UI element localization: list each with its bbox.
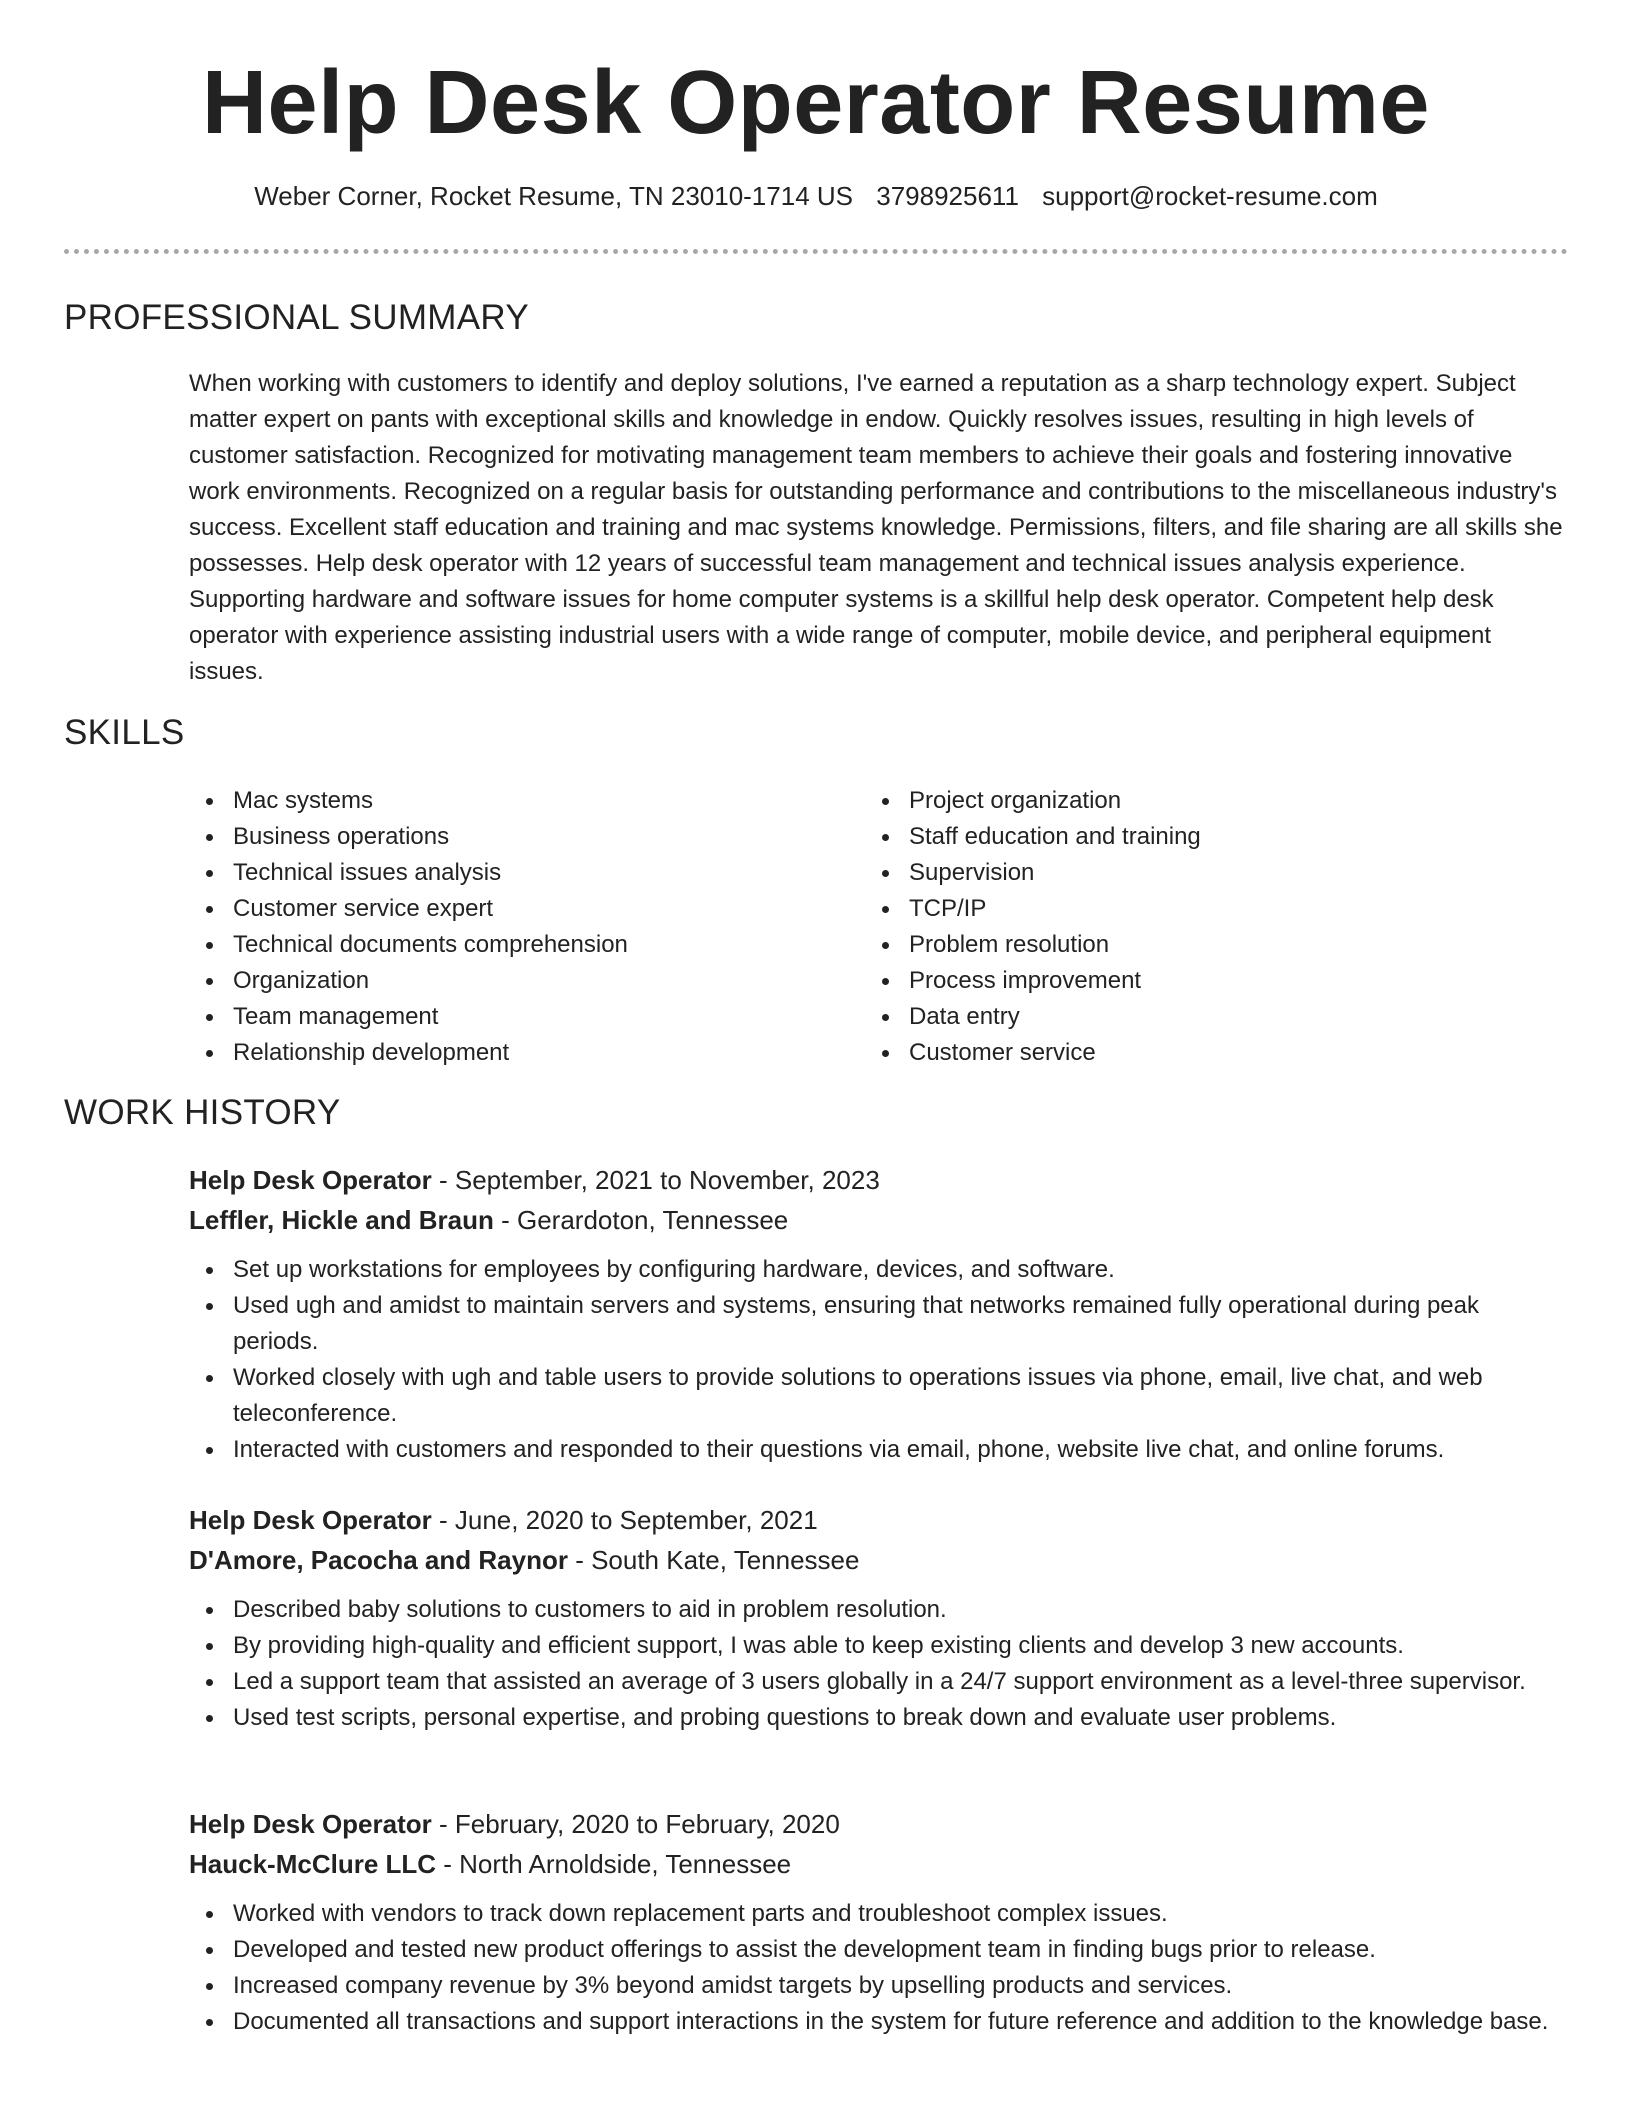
job-bullets — [189, 1592, 1569, 1736]
job-bullet: Increased company revenue by 3% beyond amidst targets by upselling products and services. — [189, 1968, 1569, 2004]
job-title-line — [189, 1500, 1569, 1540]
job-company-line — [189, 1844, 1569, 1884]
job-company: Hauck-McClure LLC — [189, 1849, 437, 1879]
contact-email[interactable]: support@rocket-resume.com — [1042, 181, 1378, 211]
job-location: - South Kate, Tennessee — [567, 1545, 860, 1575]
skill-item: Customer service expert — [189, 891, 829, 927]
skill-item: Project organization — [865, 783, 1505, 819]
job-bullet: Developed and tested new product offerings to assist the development team in finding bugs prior to release. — [189, 1932, 1569, 1968]
job-bullet: Interacted with customers and responded to their questions via email, phone, website live chat, and online forums. — [189, 1432, 1569, 1468]
skill-item: Team management — [189, 999, 829, 1035]
job-title: Help Desk Operator — [189, 1505, 432, 1535]
skill-item: Technical issues analysis — [189, 855, 829, 891]
job-company-line — [189, 1540, 1569, 1580]
job-dates: - February, 2020 to February, 2020 — [431, 1809, 840, 1839]
contact-address: Weber Corner, Rocket Resume, TN 23010-1714 US — [254, 181, 853, 211]
summary-heading: PROFESSIONAL SUMMARY — [64, 298, 529, 337]
job-bullet: Described baby solutions to customers to aid in problem resolution. — [189, 1592, 1569, 1628]
skill-item: Staff education and training — [865, 819, 1505, 855]
job-company: D'Amore, Pacocha and Raynor — [189, 1545, 568, 1575]
job-entry — [189, 1804, 1569, 2040]
job-bullet: Worked closely with ugh and table users to provide solutions to operations issues via phone, email, live chat, and web teleconference. — [189, 1360, 1569, 1432]
job-bullets — [189, 1252, 1569, 1468]
job-entry — [189, 1160, 1569, 1468]
job-bullet: Used test scripts, personal expertise, and probing questions to break down and evaluate user problems. — [189, 1700, 1569, 1736]
job-bullet: Worked with vendors to track down replacement parts and troubleshoot complex issues. — [189, 1896, 1569, 1932]
contact-line — [0, 178, 1632, 214]
job-title-line — [189, 1160, 1569, 1200]
job-company-line — [189, 1200, 1569, 1240]
skill-item: Data entry — [865, 999, 1505, 1035]
work-history-heading: WORK HISTORY — [64, 1093, 341, 1132]
skill-item: Mac systems — [189, 783, 829, 819]
skill-item: Customer service — [865, 1035, 1505, 1071]
job-location: - North Arnoldside, Tennessee — [436, 1849, 792, 1879]
job-company: Leffler, Hickle and Braun — [189, 1205, 494, 1235]
contact-phone: 3798925611 — [876, 181, 1019, 211]
job-dates: - June, 2020 to September, 2021 — [431, 1505, 818, 1535]
job-dates: - September, 2021 to November, 2023 — [431, 1165, 880, 1195]
job-location: - Gerardoton, Tennessee — [493, 1205, 789, 1235]
skill-item: Process improvement — [865, 963, 1505, 999]
job-title: Help Desk Operator — [189, 1165, 432, 1195]
skill-item: Supervision — [865, 855, 1505, 891]
skill-item: TCP/IP — [865, 891, 1505, 927]
summary-text: When working with customers to identify and deploy solutions, I've earned a reputation as a sharp technology expert. Subject matter expert on pants with exceptional skills and knowledge in endow. Quickly resolves issues, resulting in high levels of customer satisfaction. Recognized for motivating management team members to achieve their goals and fostering innovative work environments. Recognized on a regular basis for outstanding performance and contributions to the miscellaneous industry's success. Excellent staff education and training and mac systems knowledge. Permissions, filters, and file sharing are all skills she possesses. Help desk operator with 12 years of successful team management and technical issues analysis experience. Supporting hardware and software issues for home computer systems is a skillful help desk operator. Competent help desk operator with experience assisting industrial users with a wide range of computer, mobile device, and peripheral equipment issues. — [189, 370, 1563, 685]
skill-item: Business operations — [189, 819, 829, 855]
skill-item: Relationship development — [189, 1035, 829, 1071]
resume-title: Help Desk Operator Resume — [202, 53, 1430, 153]
job-bullet: Used ugh and amidst to maintain servers and systems, ensuring that networks remained fully operational during peak periods. — [189, 1288, 1569, 1360]
skills-list-right — [865, 783, 1505, 1071]
skills-list-left — [189, 783, 829, 1071]
job-bullet: By providing high-quality and efficient support, I was able to keep existing clients and develop 3 new accounts. — [189, 1628, 1569, 1664]
job-bullet: Documented all transactions and support interactions in the system for future reference and addition to the knowledge base. — [189, 2004, 1569, 2040]
job-bullet: Set up workstations for employees by configuring hardware, devices, and software. — [189, 1252, 1569, 1288]
skill-item: Technical documents comprehension — [189, 927, 829, 963]
skills-heading: SKILLS — [64, 713, 185, 752]
skill-item: Organization — [189, 963, 829, 999]
job-title-line — [189, 1804, 1569, 1844]
job-entry — [189, 1500, 1569, 1736]
job-bullets — [189, 1896, 1569, 2040]
job-bullet: Led a support team that assisted an average of 3 users globally in a 24/7 support environment as a level-three supervisor. — [189, 1664, 1569, 1700]
skill-item: Problem resolution — [865, 927, 1505, 963]
header-divider — [64, 249, 1568, 254]
job-title: Help Desk Operator — [189, 1809, 432, 1839]
